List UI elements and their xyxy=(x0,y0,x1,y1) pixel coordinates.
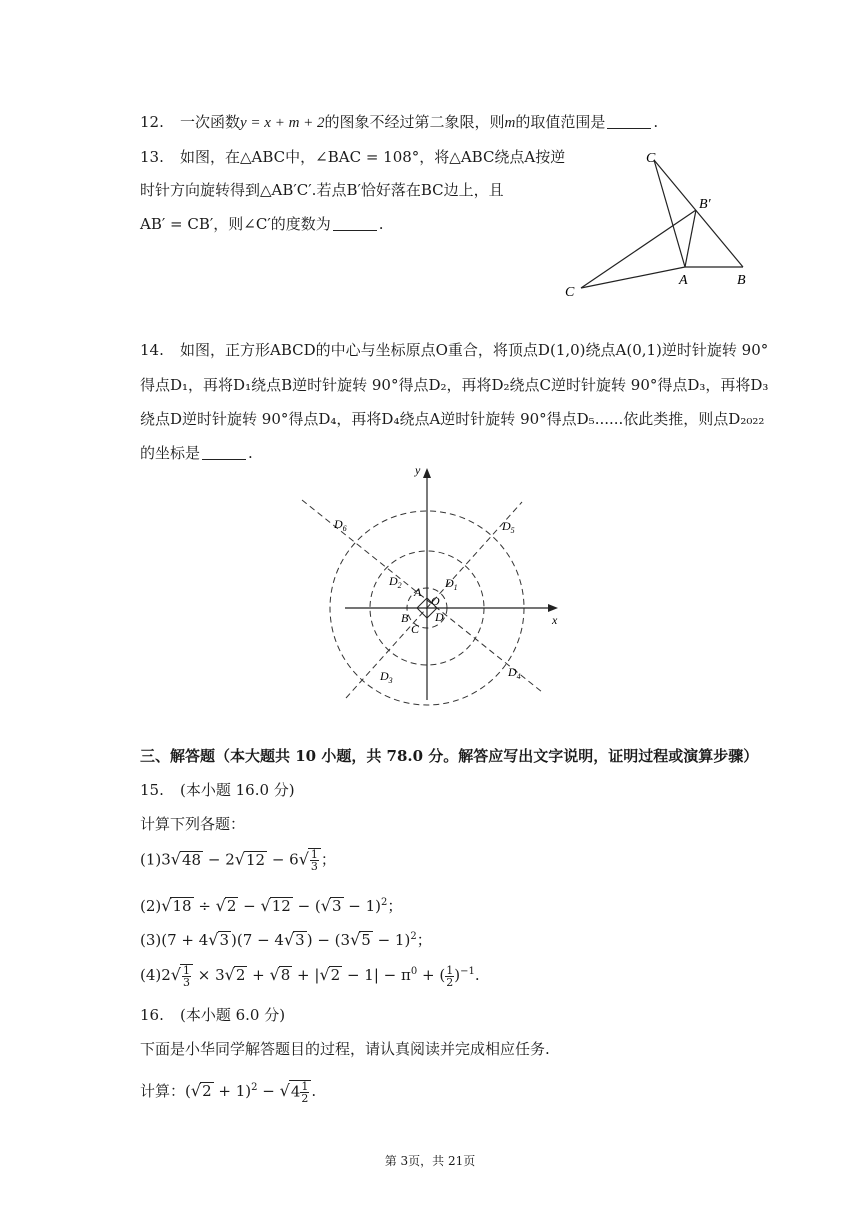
question-13-line3: AB′ = CB′，则∠C′的度数为 . xyxy=(140,215,384,233)
label-c: C xyxy=(411,622,420,636)
question-15-part2: $(2)√18 \div √2 - √12 - (√3 - 1)^2$； xyxy=(140,896,403,915)
answer-blank xyxy=(202,445,246,460)
question-number: 13. xyxy=(140,148,164,166)
question-13-line1: 13. 如图，在△ABC中，∠BAC = 108°，将△ABC绕点A按逆 xyxy=(140,148,566,166)
section-heading: 三、解答题（本大题共 10 小题，共 78.0 分。解答应写出文字说明，证明过程或演算步骤） xyxy=(140,747,759,765)
triangle-rotation-figure xyxy=(560,145,760,300)
answer-blank xyxy=(607,114,651,129)
label-d5: $D_5$ xyxy=(502,519,515,535)
question-13-line2: 时针方向旋转得到△AB′C′.若点B′恰好落在BC边上，且 xyxy=(140,181,504,199)
question-15-intro: 计算下列各题： xyxy=(140,815,246,833)
question-15-header: 15. (本小题 16.0 分) xyxy=(140,781,295,799)
label-c-left: C xyxy=(565,285,575,300)
page-footer: 第 3页，共 21页 xyxy=(384,1154,476,1168)
question-12: 12. 一次函数y = x + m + 2的图象不经过第二象限，则m的取值范围是 . xyxy=(140,113,659,131)
question-15-part4: (4)2√ $\frac{1}{3}$ × $3√2 + √8 + |√2 - 1| - \pi^0$ + ( $\frac{1}{2}$ )$^{-1}$. xyxy=(140,963,480,989)
question-14-line4: 的坐标是 . xyxy=(140,444,253,462)
label-d2: $D_2$ xyxy=(389,574,402,590)
question-14-line3: 绕点D逆时针旋转 90°得点D₄，再将D₄绕点A逆时针旋转 90°得点D₅......依此类推，则点D₂₀₂₂ xyxy=(140,410,765,428)
question-number: 12. xyxy=(140,113,164,131)
label-b: B xyxy=(737,273,746,288)
question-14-line1: 14. 如图，正方形ABCD的中心与坐标原点O重合，将顶点D(1,0)绕点A(0,1)逆时针旋转 90° xyxy=(140,341,769,359)
label-d1: $D_1$ xyxy=(445,576,458,592)
coordinate-rotation-figure xyxy=(290,462,580,707)
question-16-calc: 计算：$(√2 + 1)^2 - √4$ $\frac{1}{2}$ . xyxy=(140,1079,317,1105)
question-16-header: 16. (本小题 6.0 分) xyxy=(140,1006,286,1024)
label-b: B xyxy=(401,611,409,625)
label-c-top: C xyxy=(646,151,656,166)
label-a: A xyxy=(679,273,688,288)
question-16-intro: 下面是小华同学解答题目的过程，请认真阅读并完成相应任务. xyxy=(140,1040,550,1058)
label-d4: $D_4$ xyxy=(508,665,521,681)
answer-blank xyxy=(333,216,377,231)
question-15-part3: (3)(7 + 4√3 )(7 − 4√3 ) − $(3√5 - 1)^2$； xyxy=(140,930,432,949)
question-number: 14. xyxy=(140,341,164,359)
label-o: O xyxy=(431,594,440,608)
label-d3: $D_3$ xyxy=(380,669,393,685)
label-d: D xyxy=(435,610,444,624)
question-15-part1: (1)3√48 − 2√12 − 6√ $\frac{1}{3}$ ； xyxy=(140,848,336,873)
axis-y-label: y xyxy=(415,463,421,477)
question-number: 15. xyxy=(140,781,164,799)
axis-x-label: x xyxy=(552,613,558,627)
label-b-prime: B′ xyxy=(699,197,711,212)
label-a: A xyxy=(414,585,422,599)
question-14-line2: 得点D₁，再将D₁绕点B逆时针旋转 90°得点D₂，再将D₂绕点C逆时针旋转 90°得点D₃，再将D₃ xyxy=(140,376,769,394)
label-d6: $D_6$ xyxy=(334,517,347,533)
question-number: 16. xyxy=(140,1006,164,1024)
